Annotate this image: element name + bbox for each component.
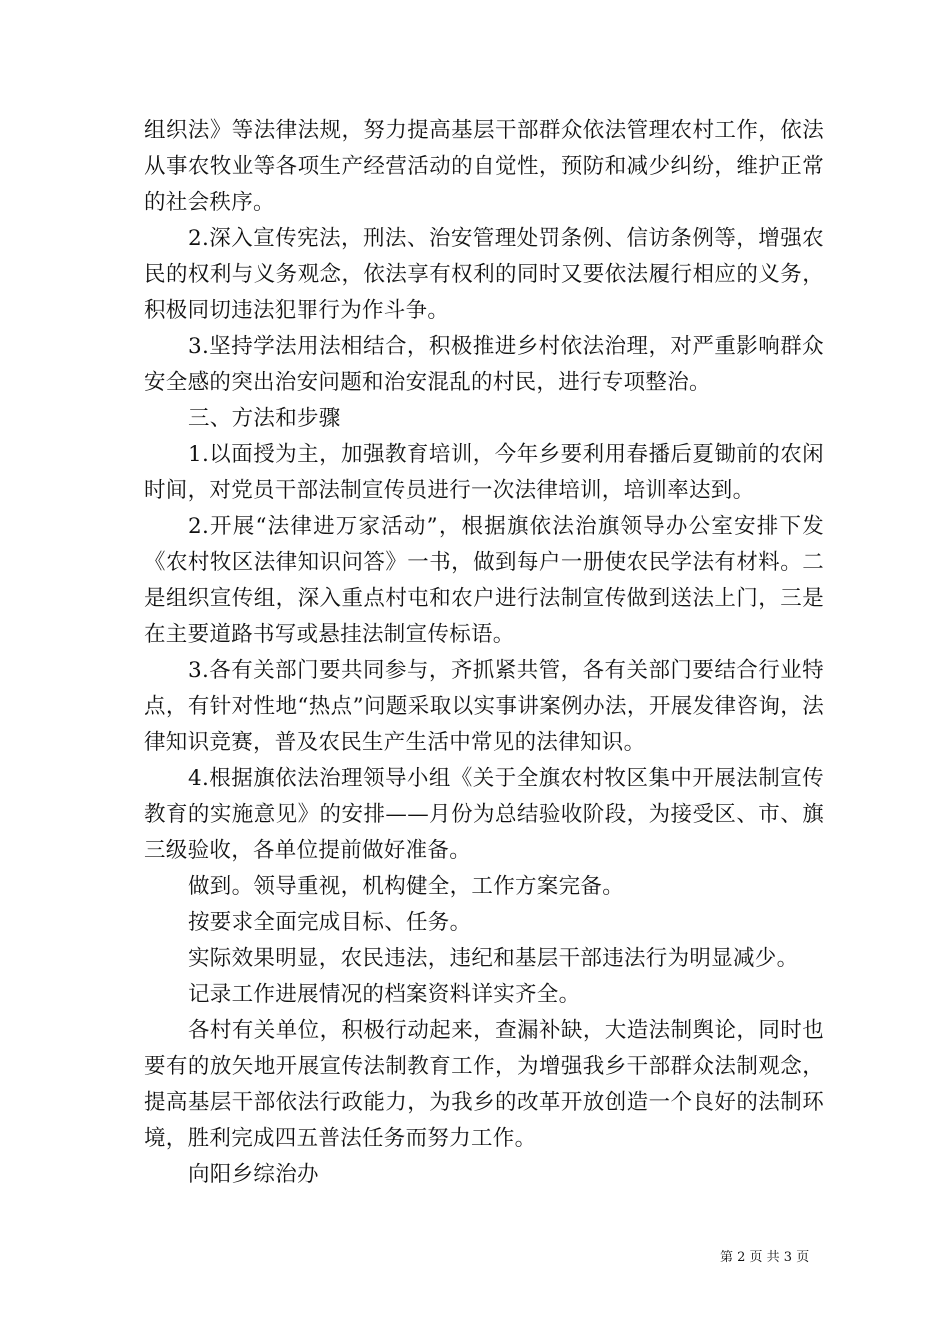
paragraph-closing: 各村有关单位，积极行动起来，查漏补缺，大造法制舆论，同时也要有的放矢地开展宣传法制教育工作，为增强我乡干部群众法制观念，提高基层干部依法行政能力，为我乡的改革开放创造一个良好的法制环境，胜利完成四五普法任务而努力工作。 [144,1018,824,1151]
paragraph-step-1-training: 1.以面授为主，加强教育培训，今年乡要利用春播后夏锄前的农闲时间，对党员干部法制宣传员进行一次法律培训，培训率达到。 [144,442,824,503]
paragraph-requirement-effect: 实际效果明显，农民违法，违纪和基层干部违法行为明显减少。 [188,946,799,971]
paragraph-requirement-leadership: 做到。领导重视，机构健全，工作方案完备。 [188,874,625,899]
paragraph-item-3-governance: 3.坚持学法用法相结合，积极推进乡村依法治理，对严重影响群众安全感的突出治安问题和治安混乱的村民，进行专项整治。 [144,334,824,395]
paragraph-step-3-departments: 3.各有关部门要共同参与，齐抓紧共管，各有关部门要结合行业特点，有针对性地“热点”问题采取以实事讲案例办法，开展发律咨询，法律知识竞赛，普及农民生产生活中常见的法律知识。 [144,658,824,755]
page-number: 第 2 页 共 3 页 [720,1250,810,1265]
paragraph-step-2-activity: 2.开展“法律进万家活动”，根据旗依法治旗领导办公室安排下发《农村牧区法律知识问答》一书，做到每户一册使农民学法有材料。二是组织宣传组，深入重点村屯和农户进行法制宣传做到送法上门，三是在主要道路书写或悬挂法制宣传标语。 [144,514,824,647]
document-body [144,113,824,1193]
paragraph-step-4-acceptance: 4.根据旗依法治理领导小组《关于全旗农村牧区集中开展法制宣传教育的实施意见》的安排——月份为总结验收阶段，为接受区、市、旗三级验收，各单位提前做好准备。 [144,766,824,863]
section-heading-methods: 三、方法和步骤 [188,406,341,431]
paragraph-requirement-targets: 按要求全面完成目标、任务。 [188,910,472,935]
paragraph-requirement-records: 记录工作进展情况的档案资料详实齐全。 [188,982,581,1007]
paragraph-continuation: 组织法》等法律法规，努力提高基层干部群众依法管理农村工作，依法从事农牧业等各项生产经营活动的自觉性，预防和减少纠纷，维护正常的社会秩序。 [144,118,824,215]
paragraph-item-2-constitution: 2.深入宣传宪法，刑法、治安管理处罚条例、信访条例等，增强农民的权利与义务观念，依法享有权利的同时又要依法履行相应的义务，积极同切违法犯罪行为作斗争。 [144,226,824,323]
signature-office: 向阳乡综治办 [188,1162,319,1187]
